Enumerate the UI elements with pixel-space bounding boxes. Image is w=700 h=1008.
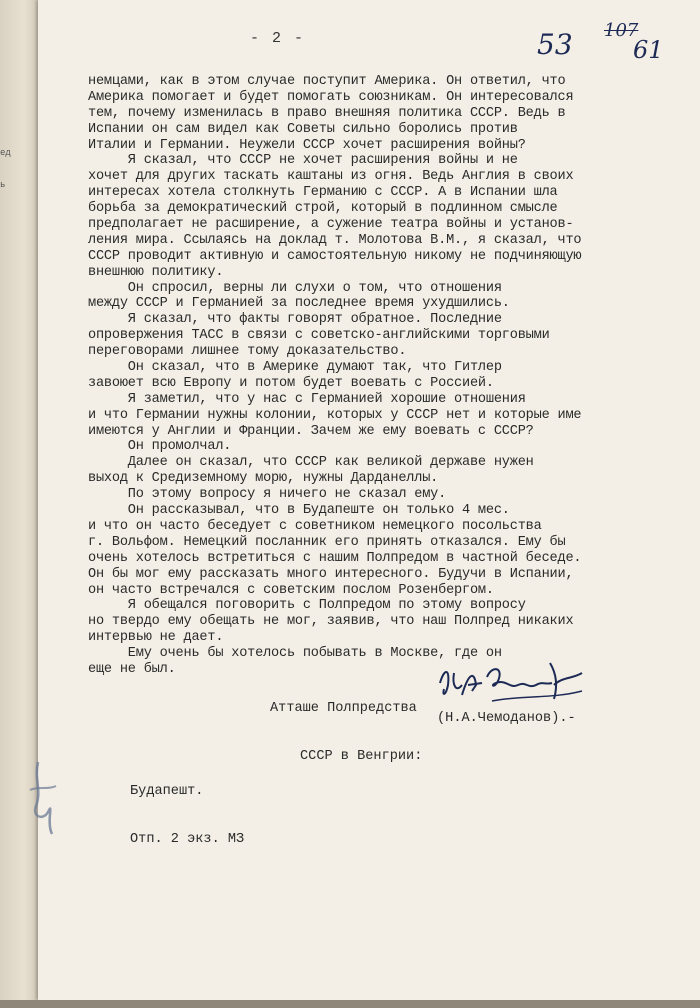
footer-distribution: Отп. 2 экз. МЗ bbox=[130, 832, 245, 847]
page-number: - 2 - bbox=[250, 30, 306, 47]
body-text-line: Он рассказывал, что в Будапеште он только 4 мес. bbox=[88, 503, 510, 519]
body-text-line: имеются у Англии и Франции. Зачем же ему воевать с СССР? bbox=[88, 423, 534, 439]
body-text-line: тем, почему изменилась в право внешняя политика СССР. Ведь в bbox=[88, 105, 566, 121]
body-text-line: Я заметил, что у нас с Германией хорошие отношения bbox=[88, 391, 526, 407]
body-text-line: Я сказал, что СССР не хочет расширения войны и не bbox=[88, 153, 518, 169]
body-text-line: переговорами лишнее тому доказательство. bbox=[88, 344, 407, 360]
body-text-line: еще не был. bbox=[88, 661, 176, 677]
body-text-line: г. Вольфом. Немецкий посланник его принять отказался. Ему бы bbox=[88, 534, 566, 550]
handwritten-signature bbox=[432, 655, 592, 710]
body-text-line: Далее он сказал, что СССР как великой державе нужен bbox=[88, 455, 534, 471]
signatory-name: (Н.А.Чемоданов).- bbox=[437, 711, 576, 726]
pencil-margin-mark bbox=[8, 760, 68, 850]
archive-number-stamp: 53 bbox=[537, 28, 573, 61]
body-text-line: внешнюю политику. bbox=[88, 264, 224, 280]
body-text-line: выход к Средиземному морю, нужны Дарданеллы. bbox=[88, 471, 439, 487]
body-text-line: СССР проводит активную и самостоятельную никому не подчиняющую bbox=[88, 248, 582, 264]
document-footer bbox=[130, 752, 244, 864]
letter-body bbox=[88, 74, 648, 678]
body-text-line: интервью не дает. bbox=[88, 630, 224, 646]
body-text-line: между СССР и Германией за последнее время ухудшились. bbox=[88, 296, 510, 312]
footer-city: Будапешт. bbox=[130, 784, 204, 799]
body-text-line: ления мира. Ссылаясь на доклад т. Молотова В.М., я сказал, что bbox=[88, 232, 582, 248]
page-bottom-edge bbox=[0, 1000, 700, 1008]
body-text-line: опровержения ТАСС в связи с советско-английскими торговыми bbox=[88, 328, 550, 344]
archive-number-crossed: 107 bbox=[604, 20, 639, 41]
underlying-page-edge bbox=[0, 0, 40, 1008]
body-text-line: и что он часто беседует с советником немецкого посольства bbox=[88, 518, 542, 534]
body-text-line: борьба за демократический строй, который в подлинном смысле bbox=[88, 201, 558, 217]
body-text-line: он часто встречался с советским послом Розенбергом. bbox=[88, 582, 494, 598]
body-text-line: Испании он сам видел как Советы сильно боролись против bbox=[88, 121, 518, 137]
body-text-line: По этому вопросу я ничего не сказал ему. bbox=[88, 487, 447, 503]
signature-title-line: СССР в Венгрии: bbox=[300, 749, 423, 764]
body-text-line: Он промолчал. bbox=[88, 439, 232, 455]
body-text-line: завоюет всю Европу и потом будет воевать с Россией. bbox=[88, 375, 494, 391]
margin-scrap-text: ь bbox=[0, 180, 6, 190]
body-text-line: Я сказал, что факты говорят обратное. Последние bbox=[88, 312, 502, 328]
body-text-line: интересах хотела столкнуть Германию с СССР. А в Испании шла bbox=[88, 185, 558, 201]
body-text-line: Я обещался поговорить с Полпредом по этому вопросу bbox=[88, 598, 526, 614]
margin-scrap-text: ед bbox=[0, 148, 11, 158]
body-text-line: Америка помогает и будет помогать союзникам. Он интересовался bbox=[88, 89, 574, 105]
signature-title bbox=[270, 669, 422, 781]
archive-number-current: 61 bbox=[633, 36, 664, 64]
body-text-line: Италии и Германии. Неужели СССР хочет расширения войны? bbox=[88, 137, 526, 153]
body-text-line: хочет для других таскать каштаны из огня. Ведь Англия в своих bbox=[88, 169, 574, 185]
body-text-line: Он сказал, что в Америке думают так, что Гитлер bbox=[88, 360, 502, 376]
body-text-line: Он спросил, верны ли слухи о том, что отношения bbox=[88, 280, 502, 296]
body-text-line: но твердо ему обещать не мог, заявив, что наш Полпред никаких bbox=[88, 614, 574, 630]
body-text-line: и что Германии нужны колонии, которых у СССР нет и которые име bbox=[88, 407, 582, 423]
body-text-line: Он бы мог ему рассказать много интересного. Будучи в Испании, bbox=[88, 566, 574, 582]
body-text-line: немцами, как в этом случае поступит Америка. Он ответил, что bbox=[88, 74, 566, 89]
body-text-line: очень хотелось встретиться с нашим Полпредом в частной беседе. bbox=[88, 550, 582, 566]
body-text-line: Ему очень бы хотелось побывать в Москве, где он bbox=[88, 646, 502, 662]
signature-title-line: Атташе Полпредства bbox=[270, 701, 417, 716]
body-text-line: предполагает не расширение, а сужение театра войны и установ- bbox=[88, 217, 574, 233]
